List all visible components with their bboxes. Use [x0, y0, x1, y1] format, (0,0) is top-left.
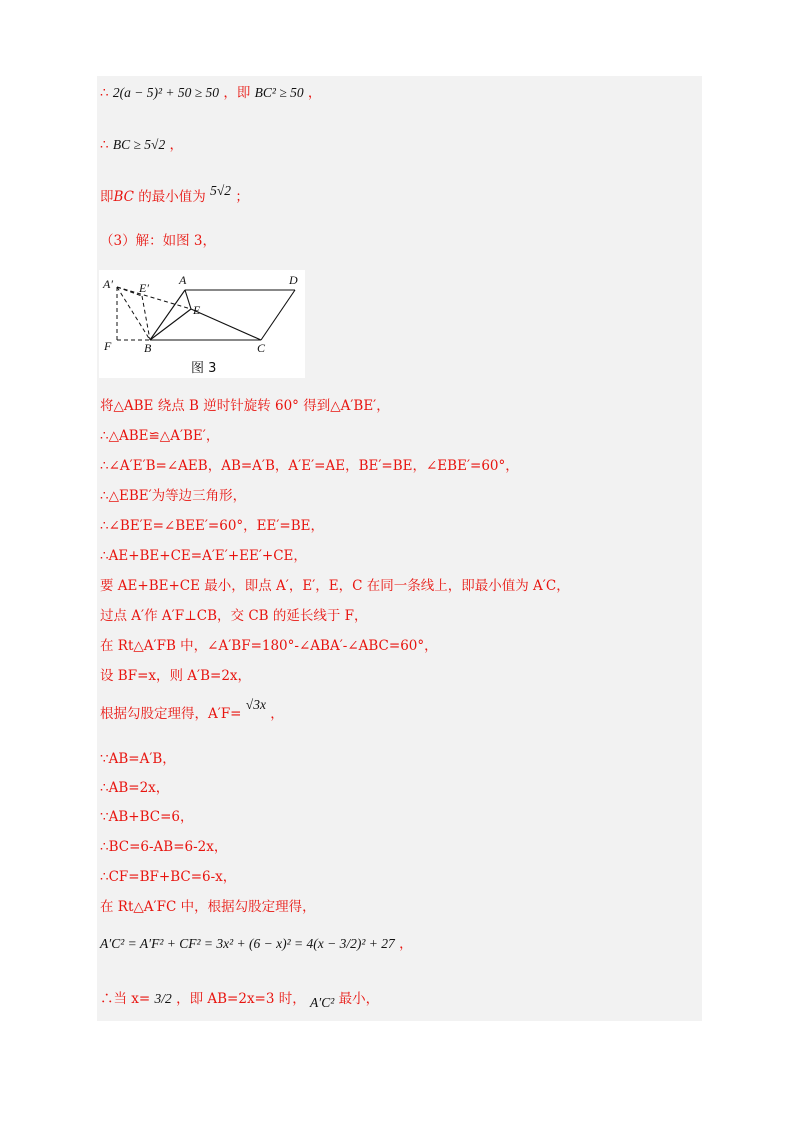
line-when-x: ∴当 x= 3/2 ，即 AB=2x=3 时， A′C² 最小，: [100, 991, 380, 1010]
line-ab-bc: ∵AB+BC=6，: [100, 809, 194, 825]
math-expr: A′C²: [310, 995, 335, 1010]
math-expr: 2(a − 5)² + 50 ≥ 50: [112, 85, 220, 100]
line-ac-squared: A′C² = A′F² + CF² = 3x² + (6 − x)² = 4(x − 3/2)² + 27 ，: [100, 936, 413, 952]
line-collinear: 要 AE+BE+CE 最小，即点 A′，E′，E，C 在同一条线上，即最小值为 A′C，: [100, 578, 570, 594]
label-e-prime: E′: [139, 281, 149, 295]
line-congruent: ∴△ABE≌△A′BE′，: [100, 428, 220, 444]
line-rt-afc: 在 Rt△A′FC 中，根据勾股定理得，: [100, 899, 316, 915]
line-bc: ∴BC=6-AB=6-2x，: [100, 839, 228, 855]
geometry-figure-3: [99, 270, 305, 378]
line-perpendicular: 过点 A′作 A′F⊥CB，交 CB 的延长线于 F，: [100, 608, 368, 624]
line-angles: ∴∠BE′E=∠BEE′=60°，EE′=BE，: [100, 518, 325, 534]
math-expr: A′C² = A′F² + CF² = 3x² + (6 − x)² = 4(x − 3/2)² + 27: [100, 936, 395, 951]
label-b: B: [144, 341, 152, 355]
line-sum: ∴AE+BE+CE=A′E′+EE′+CE，: [100, 548, 307, 564]
line-equilateral: ∴△EBE′为等边三角形，: [100, 488, 247, 504]
figure-caption: 图 3: [191, 361, 217, 376]
line-min-bc: 即BC 的最小值为 5√2 ；: [100, 183, 249, 205]
line-pythag-af: 根据勾股定理得，A′F= √3x ，: [100, 697, 284, 722]
label-c: C: [257, 341, 266, 355]
line-ineq-1: ∴ 2(a − 5)² + 50 ≥ 50 ，即 BC² ≥ 50 ，: [100, 85, 322, 101]
math-expr: 5√2: [210, 183, 232, 198]
line-ab-eq: ∵AB=A′B，: [100, 751, 176, 767]
math-expr: √3x: [245, 697, 266, 712]
label-e: E: [193, 303, 201, 317]
line-rotate: 将△ABE 绕点 B 逆时针旋转 60° 得到△A′BE′，: [100, 398, 390, 414]
label-f: F: [104, 339, 112, 353]
math-expr: BC ≥ 5√2: [112, 137, 166, 152]
label-a: A: [179, 273, 187, 287]
line-let-bf: 设 BF=x，则 A′B=2x，: [100, 668, 252, 684]
label-d: D: [289, 273, 298, 287]
line-ab-2x: ∴AB=2x，: [100, 780, 170, 796]
line-ineq-2: ∴ BC ≥ 5√2 ，: [100, 137, 184, 153]
fraction: 3/2: [154, 991, 172, 1006]
line-part3: （3）解：如图 3，: [100, 233, 216, 249]
line-cf: ∴CF=BF+BC=6-x，: [100, 869, 237, 885]
label-a-prime: A′: [103, 277, 113, 291]
line-rt-afb: 在 Rt△A′FB 中，∠A′BF=180°-∠ABA′-∠ABC=60°，: [100, 638, 438, 654]
line-equalities: ∴∠A′E′B=∠AEB，AB=A′B，A′E′=AE，BE′=BE，∠EBE′=60°，: [100, 458, 519, 474]
